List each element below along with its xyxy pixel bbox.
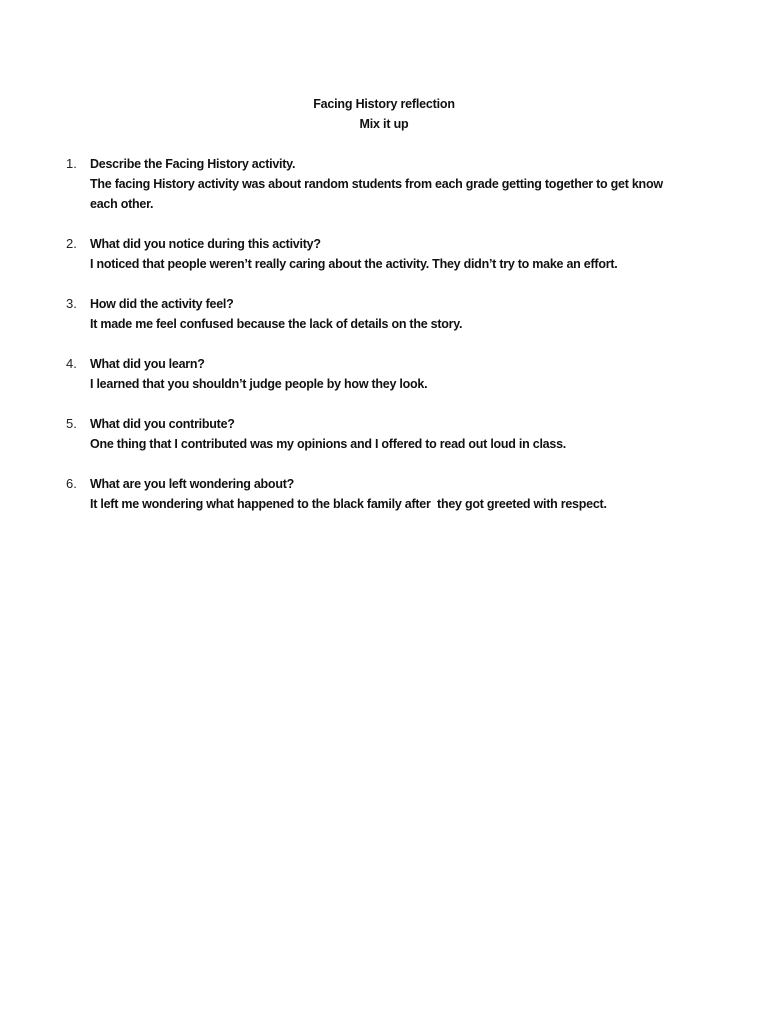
document-subtitle: Mix it up <box>359 117 409 131</box>
question-text: What did you learn? <box>90 357 205 371</box>
item-text <box>90 414 706 454</box>
title-block <box>0 94 768 134</box>
item-number: 3. <box>66 296 77 311</box>
question-text: What are you left wondering about? <box>90 477 294 491</box>
answer-text: It left me wondering what happened to the black family after they got greeted with respect. <box>90 497 607 511</box>
question-text: Describe the Facing History activity. <box>90 157 296 171</box>
item-text <box>90 234 706 274</box>
answer-text: It made me feel confused because the lack of details on the story. <box>90 317 463 331</box>
item-number: 6. <box>66 476 77 491</box>
item-text <box>90 294 706 334</box>
item-number: 1. <box>66 156 77 171</box>
list-item <box>66 414 706 454</box>
reflection-list <box>66 154 706 534</box>
item-text <box>90 474 706 514</box>
item-number: 5. <box>66 416 77 431</box>
item-text <box>90 154 706 214</box>
question-text: How did the activity feel? <box>90 297 234 311</box>
item-number: 2. <box>66 236 77 251</box>
answer-text: The facing History activity was about random students from each grade getting together to get know each other. <box>90 177 663 211</box>
item-text <box>90 354 706 394</box>
item-number: 4. <box>66 356 77 371</box>
question-text: What did you notice during this activity? <box>90 237 321 251</box>
answer-text: One thing that I contributed was my opinions and I offered to read out loud in class. <box>90 437 567 451</box>
list-item <box>66 154 706 214</box>
document-title: Facing History reflection <box>313 97 455 111</box>
answer-text: I noticed that people weren’t really caring about the activity. They didn’t try to make an effort. <box>90 257 618 271</box>
list-item <box>66 354 706 394</box>
list-item <box>66 294 706 334</box>
answer-text: I learned that you shouldn’t judge people by how they look. <box>90 377 428 391</box>
list-item <box>66 474 706 514</box>
question-text: What did you contribute? <box>90 417 235 431</box>
list-item <box>66 234 706 274</box>
